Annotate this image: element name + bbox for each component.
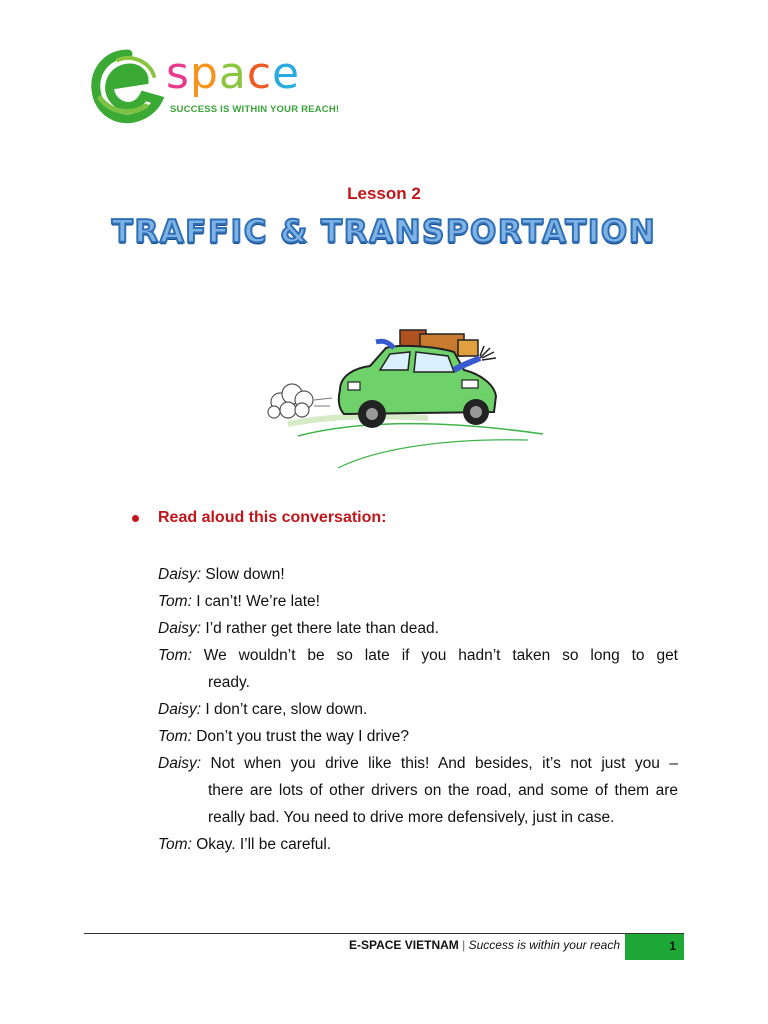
dialog-line (158, 696, 678, 723)
footer-slogan: Success is within your reach (468, 938, 620, 952)
logo-letter: a (218, 48, 247, 99)
dialog-text: Slow down! (201, 566, 285, 583)
dialog-text: there are lots of other drivers on the road, and some of them are really bad. You need to drive more defensively, just in case. (208, 782, 678, 826)
dialog-line-continued (158, 777, 678, 831)
logo-letter: s (166, 48, 190, 99)
footer-text (258, 938, 620, 952)
speaker-name: Daisy: (158, 620, 202, 637)
speaker-name: Daisy: (158, 701, 202, 718)
page-number: 1 (669, 939, 676, 953)
dialog-line (158, 588, 678, 615)
conversation (158, 561, 678, 858)
logo-letter: c (246, 48, 273, 99)
logo-tagline: SUCCESS IS WITHIN YOUR REACH! (170, 104, 340, 115)
green-car-with-luggage-illustration (258, 318, 548, 476)
logo-letter: e (272, 48, 301, 99)
dialog-text: Don’t you trust the way I drive? (191, 728, 409, 745)
speaker-name: Daisy: (158, 566, 202, 583)
instruction-text: Read aloud this conversation: (158, 509, 387, 526)
dialog-text: I don’t care, slow down. (201, 701, 368, 718)
speaker-name: Daisy: (158, 755, 202, 772)
footer-separator: | (462, 938, 466, 952)
page-title: TRAFFIC & TRANSPORTATION (111, 214, 657, 250)
speaker-name: Tom: (158, 728, 192, 745)
lesson-label: Lesson 2 (347, 184, 421, 203)
dialog-text: Okay. I’ll be careful. (191, 836, 332, 853)
bullet-icon (132, 515, 139, 522)
dialog-line (158, 750, 678, 777)
logo-letter: p (189, 48, 219, 99)
espace-logo (88, 46, 340, 126)
dialog-line (158, 561, 678, 588)
dialog-line-continued (158, 669, 678, 696)
footer-brand: E-SPACE VIETNAM (348, 938, 459, 952)
dialog-text: I’d rather get there late than dead. (201, 620, 439, 637)
dialog-line (158, 615, 678, 642)
dialog-text: I can’t! We’re late! (191, 593, 320, 610)
speaker-name: Tom: (158, 647, 192, 664)
logo-wordmark (166, 48, 300, 100)
dialog-text: ready. (208, 674, 250, 691)
speaker-name: Tom: (158, 593, 192, 610)
dialog-line (158, 831, 678, 858)
instruction (134, 509, 386, 527)
speaker-name: Tom: (158, 836, 192, 853)
dialog-line (158, 723, 678, 750)
footer-divider (84, 933, 684, 934)
e-swirl-logo-icon (88, 46, 168, 126)
dialog-text: We wouldn’t be so late if you hadn’t taken so long to get (191, 647, 678, 664)
dialog-text: Not when you drive like this! And besides, it’s not just you – (201, 755, 678, 772)
page-number-box (625, 934, 684, 960)
dialog-line (158, 642, 678, 669)
